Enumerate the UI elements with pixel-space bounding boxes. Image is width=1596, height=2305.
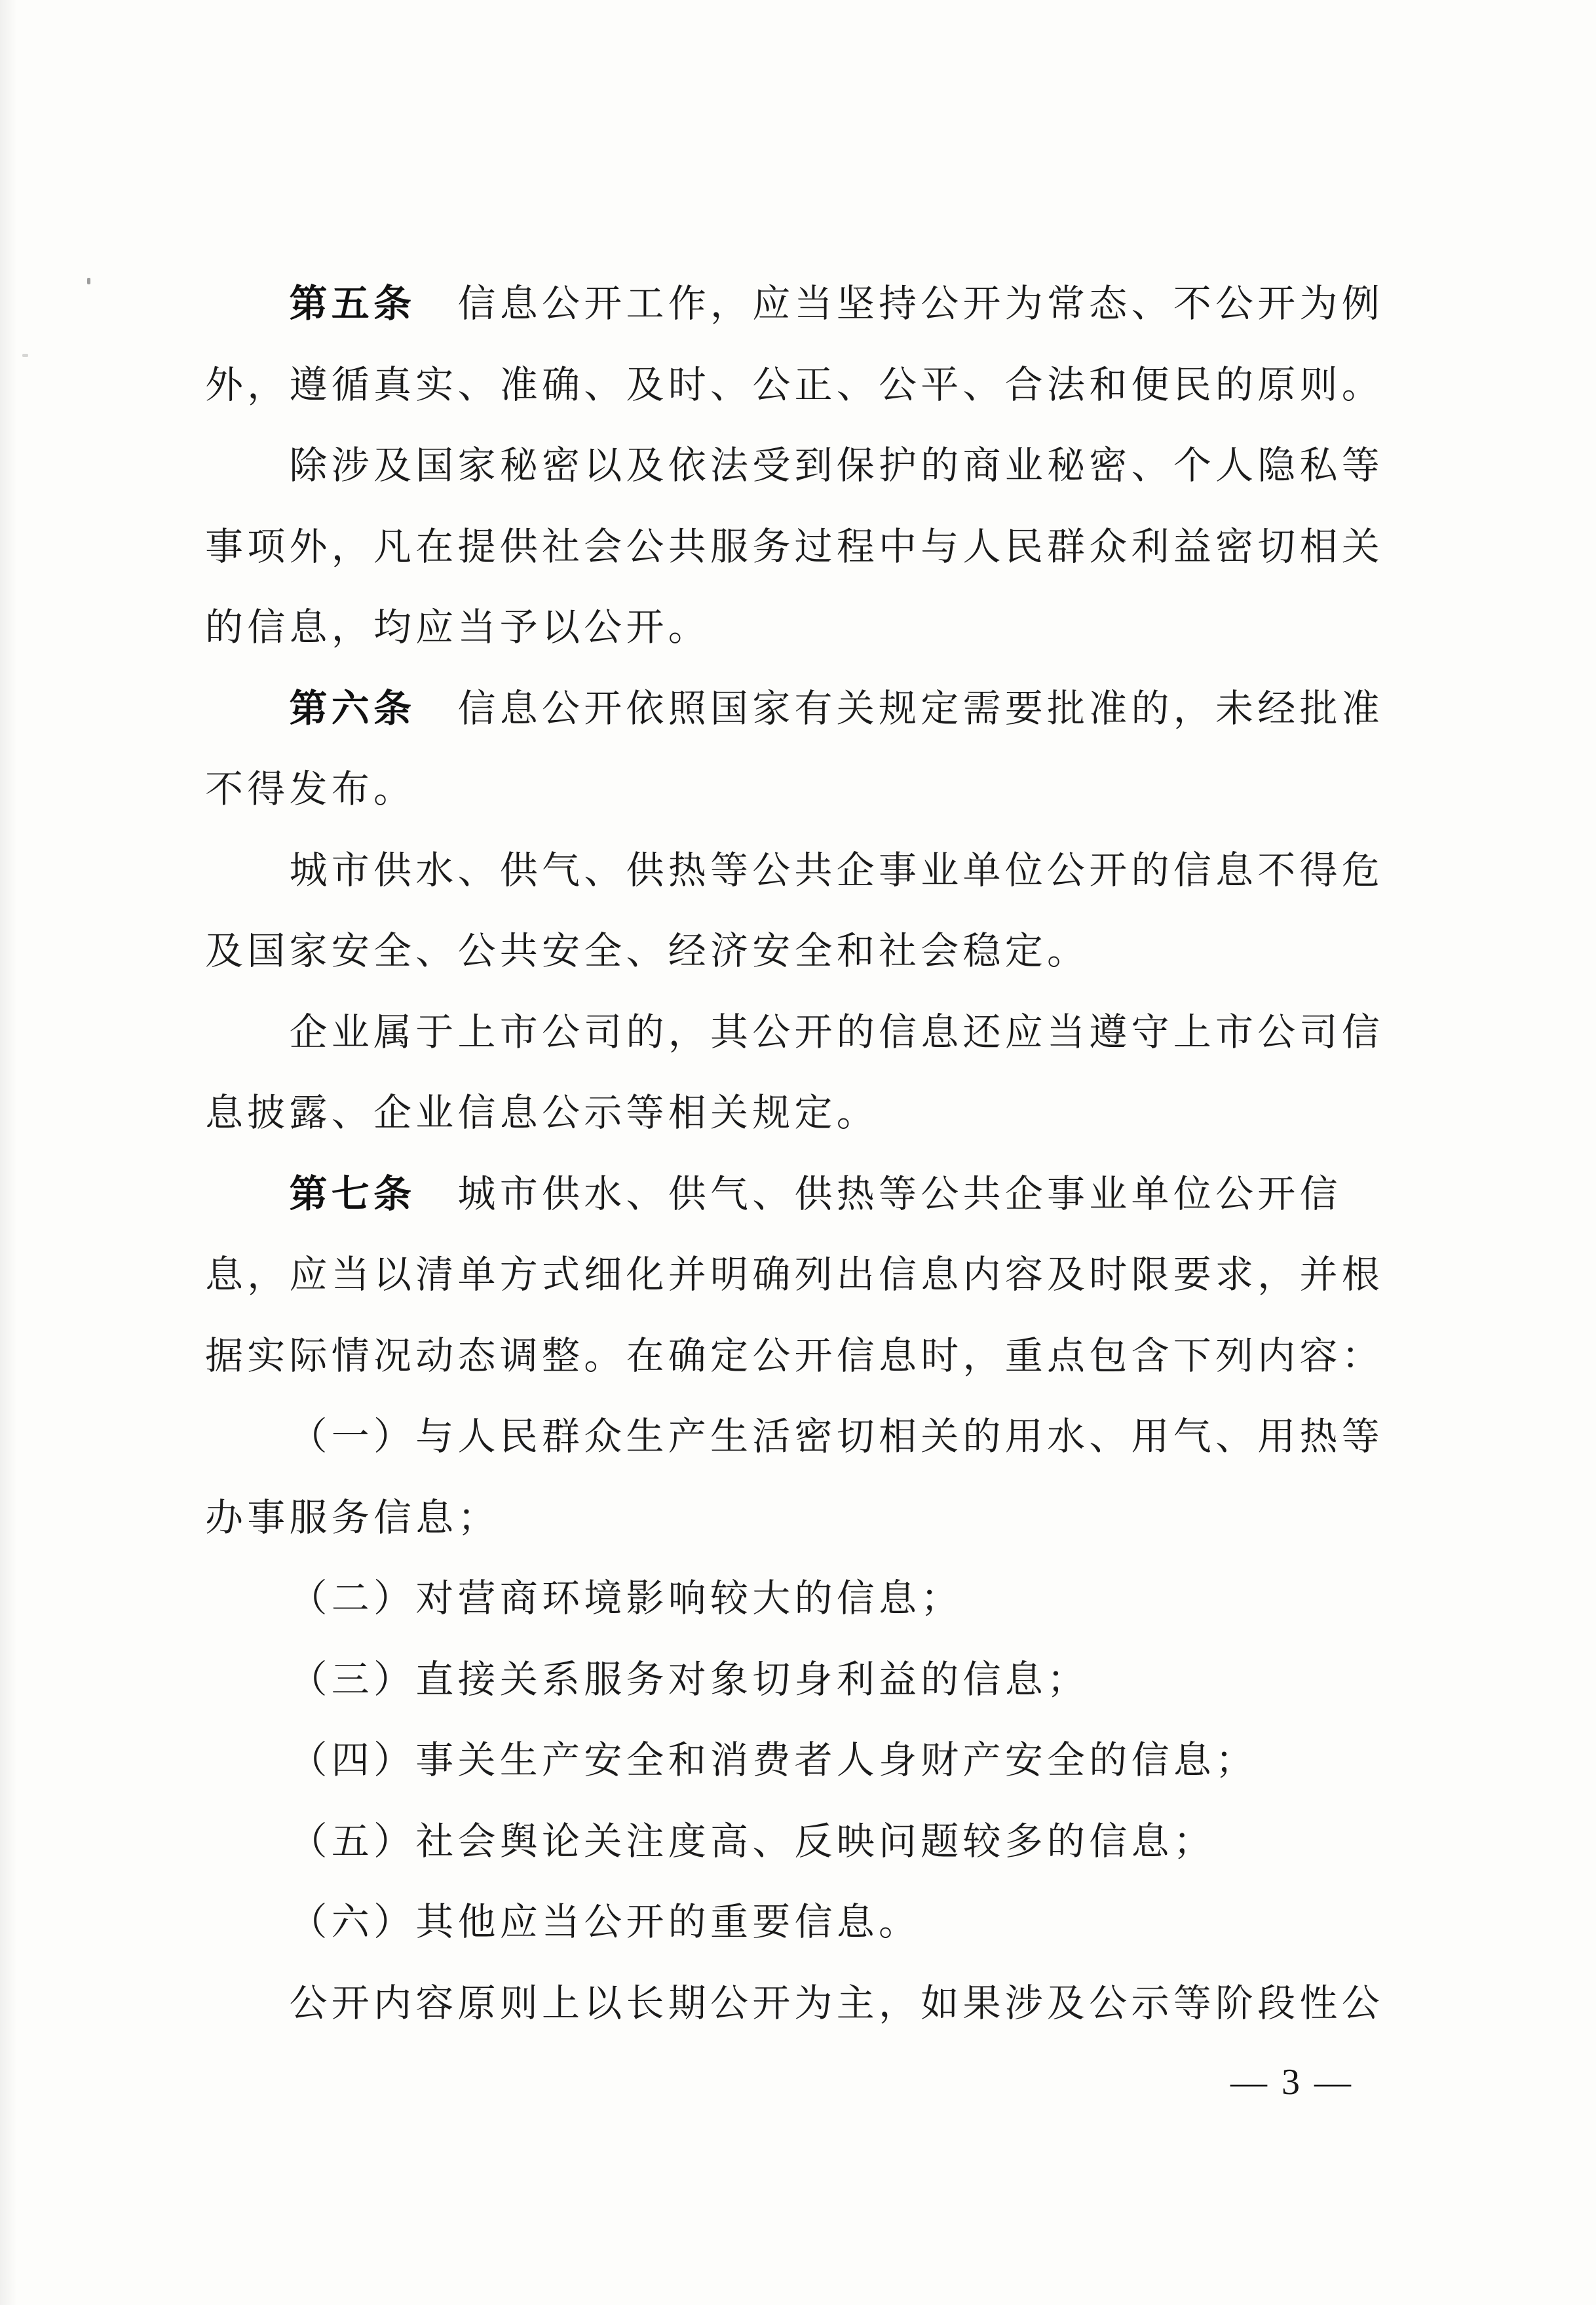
text-line (205, 1234, 1391, 1316)
text-segment: 及国家安全、公共安全、经济安全和社会稳定。 (205, 930, 1090, 972)
article-number: 第七条 (289, 1172, 416, 1215)
text-line (205, 1882, 1391, 1963)
text-line (205, 1396, 1391, 1477)
text-line (205, 1801, 1391, 1882)
text-line (205, 1477, 1391, 1559)
text-segment: 城市供水、供气、供热等公共企事业单位公开的信息不得危 (289, 848, 1384, 892)
text-line (205, 587, 1391, 668)
text-line (205, 749, 1391, 830)
text-segment: 息，应当以清单方式细化并明确列出信息内容及时限要求，并根 (205, 1253, 1384, 1296)
text-segment: （三）直接关系服务对象切身利益的信息； (289, 1658, 1090, 1701)
text-segment: 办事服务信息； (205, 1496, 500, 1539)
text-segment: 信息公开工作，应当坚持公开为常态、不公开为例 (415, 282, 1384, 325)
text-segment: （一）与人民群众生产生活密切相关的用水、用气、用热等 (289, 1415, 1384, 1458)
text-segment: （四）事关生产安全和消费者人身财产安全的信息； (289, 1739, 1258, 1781)
text-segment: 事项外，凡在提供社会公共服务过程中与人民群众利益密切相关 (205, 525, 1384, 568)
text-line (205, 1154, 1391, 1235)
text-line (205, 668, 1391, 750)
text-line (205, 1639, 1391, 1721)
text-segment: 企业属于上市公司的，其公开的信息还应当遵守上市公司信 (289, 1010, 1384, 1054)
scanner-edge-shadow (0, 0, 17, 2305)
text-line (205, 1963, 1391, 2044)
text-block (205, 263, 1391, 2044)
text-segment: 据实际情况动态调整。在确定公开信息时，重点包含下列内容： (205, 1334, 1384, 1377)
text-segment: 城市供水、供气、供热等公共企事业单位公开信 (415, 1172, 1342, 1215)
text-line (205, 1720, 1391, 1801)
text-segment: 除涉及国家秘密以及依法受到保护的商业秘密、个人隐私等 (289, 444, 1384, 487)
text-line (205, 1558, 1391, 1639)
text-line (205, 1316, 1391, 1397)
text-line (205, 345, 1391, 426)
text-segment: 的信息，均应当予以公开。 (205, 606, 711, 649)
text-line (205, 506, 1391, 588)
text-segment: 息披露、企业信息公示等相关规定。 (205, 1092, 879, 1134)
text-line (205, 425, 1391, 506)
text-line (205, 911, 1391, 992)
text-line (205, 263, 1391, 345)
scan-speck (87, 278, 90, 284)
text-segment: 外，遵循真实、准确、及时、公正、公平、合法和便民的原则。 (205, 363, 1384, 406)
text-line (205, 830, 1391, 911)
text-segment: （二）对营商环境影响较大的信息； (289, 1577, 963, 1620)
text-line (205, 1073, 1391, 1154)
text-segment: 信息公开依照国家有关规定需要批准的，未经批准 (415, 687, 1384, 730)
text-segment: 不得发布。 (205, 768, 416, 810)
text-segment: （六）其他应当公开的重要信息。 (289, 1901, 921, 1943)
scan-speck (22, 354, 28, 357)
article-number: 第六条 (289, 687, 416, 730)
text-segment: （五）社会舆论关注度高、反映问题较多的信息； (289, 1819, 1216, 1863)
text-line (205, 992, 1391, 1073)
page-number: — 3 — (1230, 2062, 1354, 2103)
text-segment: 公开内容原则上以长期公开为主，如果涉及公示等阶段性公 (289, 1981, 1384, 2025)
article-number: 第五条 (289, 282, 416, 325)
